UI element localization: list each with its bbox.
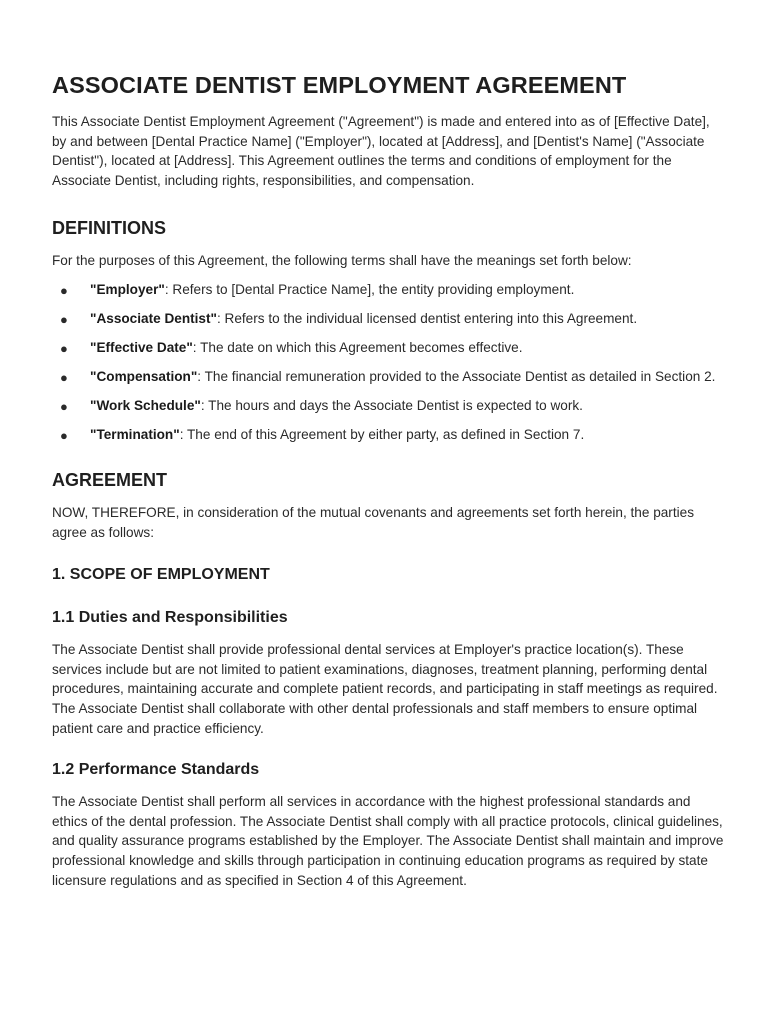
definitions-list <box>52 280 724 445</box>
agreement-heading: AGREEMENT <box>52 470 168 491</box>
definition-item <box>52 425 724 445</box>
definition-term: "Employer" <box>90 281 165 297</box>
bullet-icon: ● <box>60 282 68 298</box>
bullet-icon: ● <box>60 312 68 328</box>
definition-term: "Work Schedule" <box>90 398 201 414</box>
intro-paragraph: This Associate Dentist Employment Agreement ("Agreement") is made and entered into as of [Effective Date], by and between [Dental Practice Name] ("Employer"), located at [Address], and [Dentist's Name] ("Associate Dentist"), located at [Address]. This Agreement outlines the terms and conditions of employment for the Associate Dentist, including rights, responsibilities, and compensation. <box>52 114 710 188</box>
document-page <box>52 70 724 890</box>
definition-item <box>52 338 724 358</box>
definition-term: "Effective Date" <box>90 340 193 356</box>
definition-text: : Refers to the individual licensed dentist entering into this Agreement. <box>216 311 638 327</box>
bullet-icon: ● <box>60 370 68 386</box>
definition-text: : The date on which this Agreement becomes effective. <box>192 340 523 356</box>
definition-item <box>52 280 724 300</box>
definition-item <box>52 396 724 416</box>
section-1-2-heading: 1.2 Performance Standards <box>52 761 260 779</box>
definition-text: : The financial remuneration provided to the Associate Dentist as detailed in Section 2. <box>197 369 716 385</box>
definition-text: : The hours and days the Associate Dentist is expected to work. <box>200 398 583 414</box>
definitions-heading: DEFINITIONS <box>52 218 167 239</box>
definition-item <box>52 309 724 329</box>
section-1-1-heading: 1.1 Duties and Responsibilities <box>52 609 288 627</box>
definition-item <box>52 367 724 387</box>
bullet-icon: ● <box>60 428 68 444</box>
definition-term: "Compensation" <box>90 369 198 385</box>
document-title: ASSOCIATE DENTIST EMPLOYMENT AGREEMENT <box>52 72 627 98</box>
definitions-lead: For the purposes of this Agreement, the following terms shall have the meanings set forth below: <box>52 253 632 269</box>
bullet-icon: ● <box>60 341 68 357</box>
agreement-paragraph: NOW, THEREFORE, in consideration of the mutual covenants and agreements set forth herein, the parties agree as follows: <box>52 505 694 540</box>
definition-text: : The end of this Agreement by either party, as defined in Section 7. <box>179 427 585 443</box>
definition-term: "Associate Dentist" <box>90 311 217 327</box>
definition-text: : Refers to [Dental Practice Name], the entity providing employment. <box>164 281 575 297</box>
section-1-1-paragraph: The Associate Dentist shall provide professional dental services at Employer's practice location(s). These services include but are not limited to patient examinations, diagnoses, treatment planning, performing dental procedures, maintaining accurate and complete patient records, and participating in staff meetings as required. The Associate Dentist shall collaborate with other dental professionals and staff members to ensure optimal patient care and practice efficiency. <box>52 642 718 736</box>
bullet-icon: ● <box>60 399 68 415</box>
section-1-heading: 1. SCOPE OF EMPLOYMENT <box>52 566 270 584</box>
section-1-2-paragraph: The Associate Dentist shall perform all services in accordance with the highest professional standards and ethics of the dental profession. The Associate Dentist shall comply with all practice protocols, clinical guidelines, and quality assurance programs established by the Employer. The Associate Dentist shall maintain and improve professional knowledge and skills through participation in continuing education programs as required by state licensure regulations and as specified in Section 4 of this Agreement. <box>52 794 724 888</box>
definition-term: "Termination" <box>90 427 180 443</box>
